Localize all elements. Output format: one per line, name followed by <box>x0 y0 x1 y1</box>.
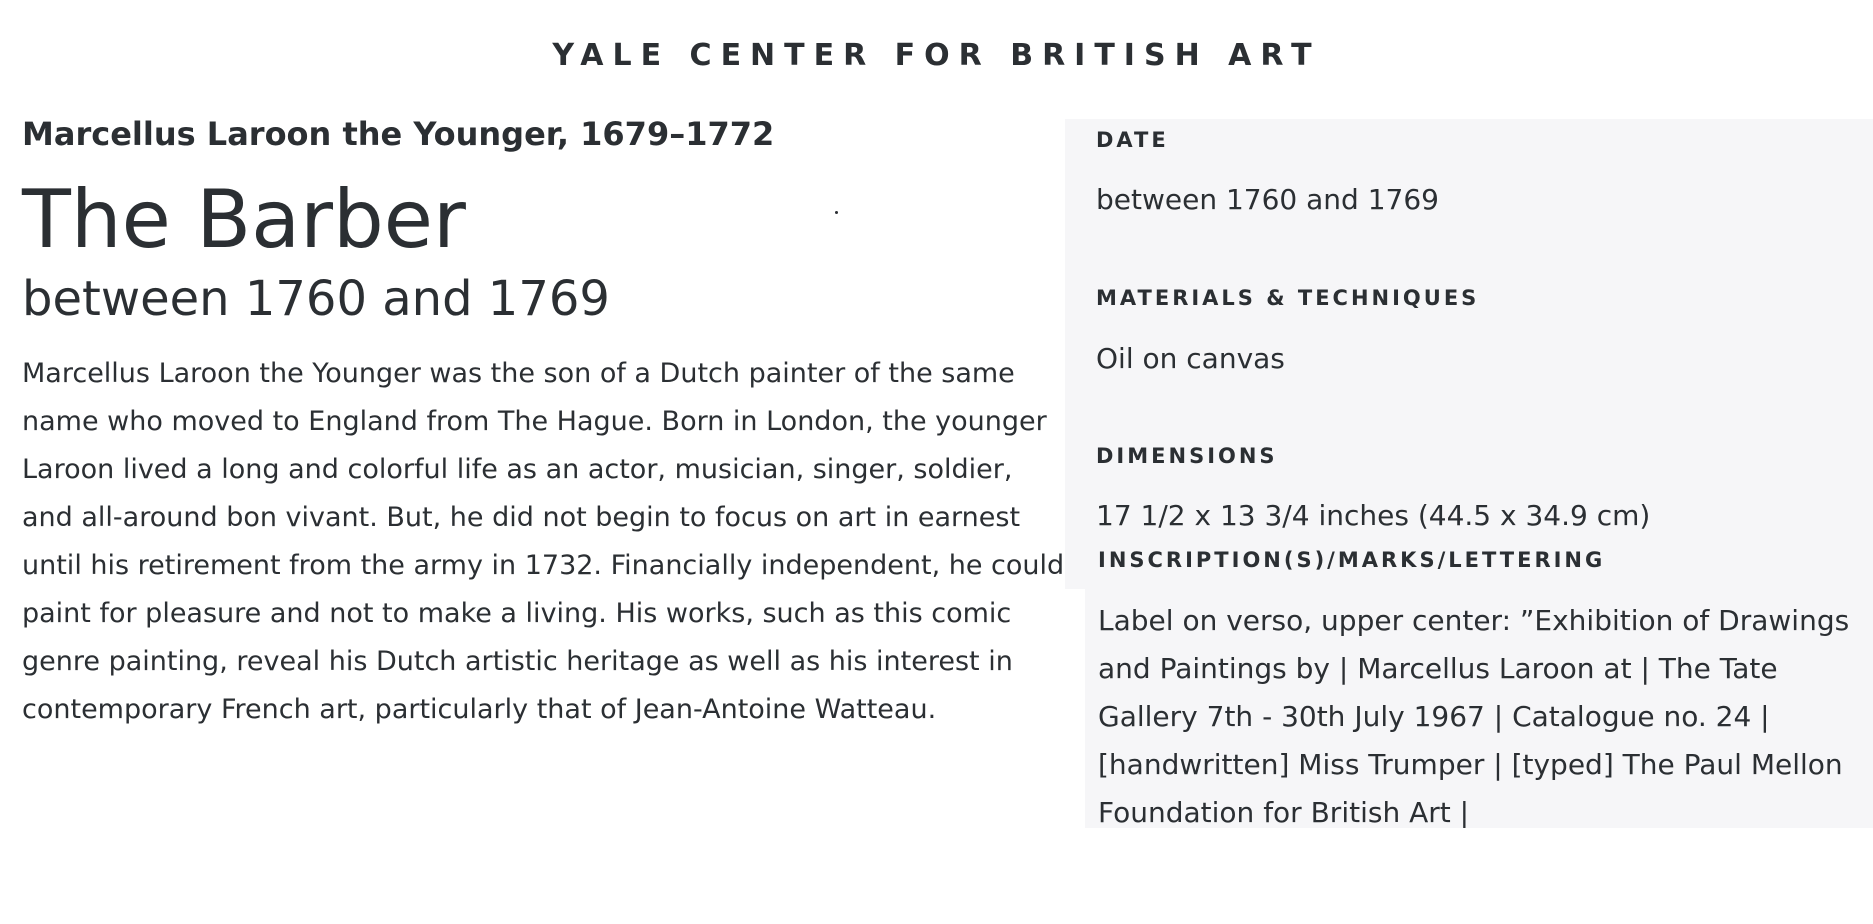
inscription-value: Label on verso, upper center: ”Exhibition of Drawings and Paintings by | Marcellus Laroon at | The Tate Gallery 7th - 30th July 1967 | Catalogue no. 24 | [handwritten] Miss Trumper | [typed] The Paul Mellon Foundation for British Art | <box>1098 604 1850 828</box>
date-value: between 1760 and 1769 <box>1096 183 1439 216</box>
materials-label: MATERIALS & TECHNIQUES <box>1096 286 1480 310</box>
artwork-date: between 1760 and 1769 <box>22 271 610 327</box>
dimensions-value: 17 1/2 x 13 3/4 inches (44.5 x 34.9 cm) <box>1096 499 1651 532</box>
artwork-description: Marcellus Laroon the Younger was the son of a Dutch painter of the same name who moved to England from The Hague. Born in London, the younger Laroon lived a long and colorful life as an actor, musician, singer, soldier, and all-around bon vivant. But, he did not begin to focus on art in earnest until his retirement from the army in 1732. Financially independent, he could paint for pleasure and not to make a living. His works, such as this comic genre painting, reveal his Dutch artistic heritage as well as his interest in contemporary French art, particularly that of Jean-Antoine Watteau. <box>22 358 1065 725</box>
artwork-summary <box>22 112 1065 734</box>
stray-dot <box>835 211 838 214</box>
site-title[interactable]: YALE CENTER FOR BRITISH ART <box>552 38 1321 73</box>
materials-value: Oil on canvas <box>1096 342 1285 375</box>
inscription-label: INSCRIPTION(S)/MARKS/LETTERING <box>1098 548 1606 572</box>
date-label: DATE <box>1096 128 1169 152</box>
panel-notch <box>1065 589 1085 828</box>
dimensions-label: DIMENSIONS <box>1096 444 1278 468</box>
artwork-title: The Barber <box>22 173 466 266</box>
artist-name[interactable]: Marcellus Laroon the Younger, 1679–1772 <box>22 115 775 153</box>
